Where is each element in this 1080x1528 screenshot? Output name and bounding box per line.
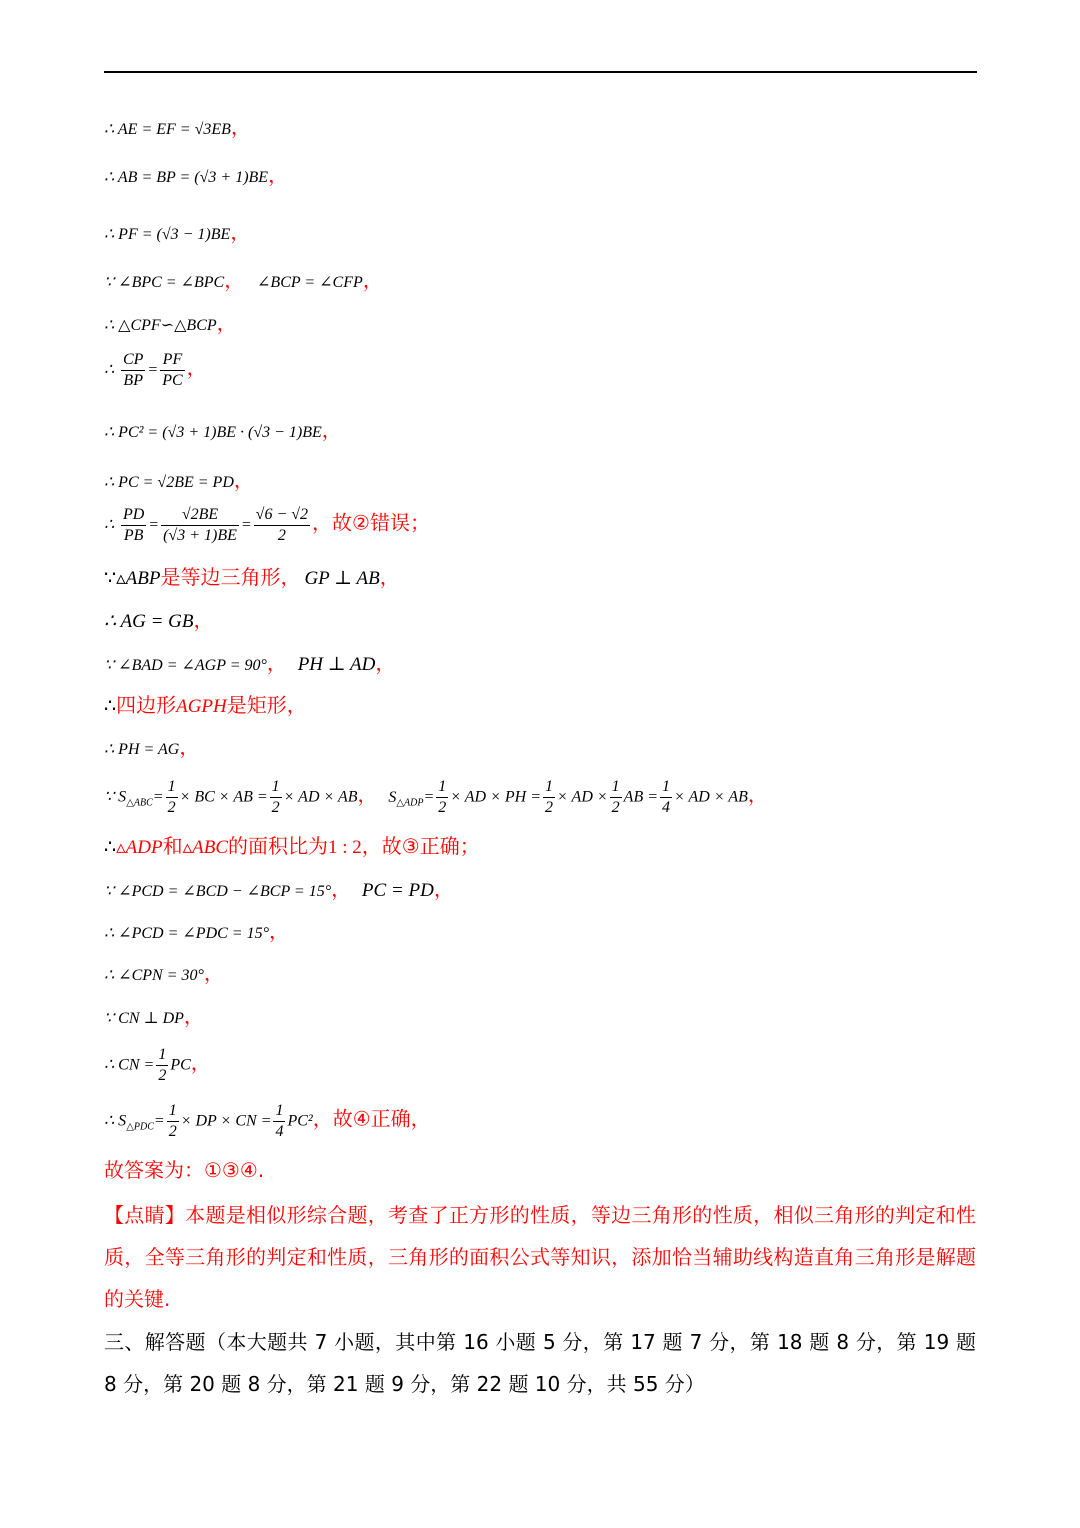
- denominator: PB: [123, 527, 144, 544]
- math-expr: AB =: [623, 788, 659, 806]
- punct: ，: [357, 782, 378, 807]
- math-expr: ∴ AG = GB: [104, 611, 194, 632]
- fraction: [270, 777, 282, 818]
- text: 是矩形，: [226, 693, 307, 717]
- note-tag: 【点睛】: [104, 1203, 186, 1227]
- header-rule: [104, 71, 977, 73]
- math-expr: ∴ AE = EF = √3EB: [104, 121, 231, 138]
- equals: =: [152, 788, 164, 806]
- conclusion: ，故④正确，: [312, 1106, 431, 1131]
- fraction: [167, 1101, 179, 1142]
- math-expr: ∠BCP = ∠CFP: [257, 274, 363, 291]
- punct: ，: [230, 115, 251, 139]
- proof-line-15: [104, 777, 768, 818]
- denominator: 2: [158, 1067, 167, 1084]
- fraction: [254, 505, 310, 546]
- denominator: PC: [162, 372, 183, 389]
- math-expr: GP ⊥ AB: [304, 568, 380, 589]
- math-expr: ∵ ∠BPC = ∠BPC: [104, 274, 225, 291]
- math-expr: ∵ S: [104, 788, 127, 806]
- punct: ，: [321, 418, 342, 442]
- denominator: (√3 + 1)BE: [163, 527, 237, 544]
- denominator: 2: [271, 799, 280, 816]
- text: 的面积比为: [228, 834, 328, 858]
- punct: ，: [203, 961, 224, 985]
- equals: =: [423, 788, 435, 806]
- math-expr: ∴ PC = √2BE = PD: [104, 474, 234, 491]
- math-expr: ∴ PC² = (√3 + 1)BE · (√3 − 1)BE: [104, 424, 322, 441]
- math-expr: ∴ △CPF∽△BCP: [104, 317, 217, 334]
- math-expr: ∴ AB = BP = (√3 + 1)BE: [104, 169, 269, 186]
- proof-line-6: [104, 350, 207, 391]
- subscript: △PDC: [126, 1121, 154, 1133]
- numerator: 1: [270, 777, 282, 798]
- proof-line-4: [104, 270, 383, 293]
- math-expr: PC²: [287, 1112, 313, 1130]
- numerator: 1: [273, 1101, 285, 1122]
- punct: ，: [190, 1050, 211, 1075]
- text: 是等边三角形，: [160, 565, 301, 589]
- punct: ，: [747, 782, 768, 807]
- proof-line-9: ∴ $\frac{PD}{PB}$ = $\frac{√2BE}{(√3 + 1)BE}$ = $\frac{√6 - √2}{2}$ ，故②错误；: [104, 506, 430, 544]
- proof-line-22: [104, 1101, 431, 1142]
- note-paragraph: [104, 1194, 976, 1320]
- fraction: [543, 777, 555, 818]
- math-expr: ∴ ∠PCD = ∠PDC = 15°: [104, 925, 269, 942]
- ratio: 1 : 2: [328, 837, 362, 858]
- punct: ，: [216, 311, 237, 335]
- math-expr: ∴ PH = AG: [104, 741, 180, 758]
- equals: =: [147, 361, 159, 379]
- math-expr: ▵ABP: [116, 568, 161, 589]
- fraction: [660, 777, 672, 818]
- math-expr: ∴ PF = (√3 − 1)BE: [104, 226, 231, 243]
- proof-line-21: [104, 1045, 211, 1086]
- denominator: 2: [167, 799, 176, 816]
- math-expr: ∴ S: [104, 1112, 127, 1130]
- fraction: [610, 777, 622, 818]
- fraction: [156, 1045, 168, 1086]
- numerator: CP: [121, 350, 145, 371]
- numerator: 1: [436, 777, 448, 798]
- numerator: 1: [610, 777, 622, 798]
- punct: ，: [331, 877, 352, 901]
- punct: ，: [233, 468, 254, 492]
- fraction: [121, 505, 146, 546]
- proof-line-10: [104, 567, 400, 589]
- denominator: 2: [168, 1123, 177, 1140]
- proof-line-14: [104, 737, 199, 760]
- punct: ，: [379, 565, 400, 589]
- note-body: 本题是相似形综合题，考查了正方形的性质，等边三角形的性质，相似三角形的判定和性质，全等三角形的判定和性质，三角形的面积公式等知识，添加恰当辅助线构造直角三角形是解题的关键.: [104, 1203, 977, 1311]
- math-expr: × AD × PH =: [450, 788, 542, 806]
- math-expr: ∵ CN ⊥ DP: [104, 1010, 184, 1027]
- math-expr: PH ⊥ AD: [297, 654, 376, 675]
- denominator: 2: [438, 799, 447, 816]
- fraction: [166, 777, 178, 818]
- fraction: [121, 350, 145, 391]
- therefore-sign: ∴: [104, 361, 115, 379]
- fraction: [160, 350, 184, 391]
- punct: ，: [193, 608, 214, 632]
- math-expr: ∵ ∠PCD = ∠BCD − ∠BCP = 15°: [104, 883, 332, 900]
- numerator: 1: [166, 777, 178, 798]
- therefore-sign: ∴: [104, 696, 117, 717]
- proof-line-13: [104, 695, 307, 717]
- proof-line-3: [104, 222, 250, 245]
- numerator: √2BE: [161, 505, 239, 526]
- proof-line-19: [104, 963, 224, 986]
- punct: ，: [224, 268, 245, 292]
- numerator: PF: [160, 350, 184, 371]
- numerator: 1: [543, 777, 555, 798]
- proof-line-5: [104, 313, 237, 336]
- math-expr: ∴ CN =: [104, 1056, 155, 1074]
- subscript: △ADP: [396, 797, 424, 809]
- text: 和: [162, 834, 183, 858]
- numerator: 1: [660, 777, 672, 798]
- proof-line-12: [104, 653, 395, 676]
- punct: ，: [266, 651, 287, 675]
- punct: ，: [179, 735, 200, 759]
- conclusion: ，故②错误；: [312, 510, 430, 535]
- math-expr: AGPH: [176, 696, 227, 717]
- section-heading: 三、解答题（本大题共 7 小题，其中第 16 小题 5 分，第 17 题 7 分，第 18 题 8 分，第 19 题 8 分，第 20 题 8 分，第 21 题 9 分，第 22 题 10 分，共 55 分）: [104, 1330, 976, 1396]
- punct: ，: [230, 220, 251, 244]
- conclusion: ，故③正确；: [361, 834, 480, 858]
- punct: ，: [268, 919, 289, 943]
- numerator: PD: [121, 505, 146, 526]
- proof-line-1: [104, 117, 251, 140]
- therefore-sign: ∴: [104, 837, 117, 858]
- math-expr: ▵ABC: [182, 837, 228, 858]
- denominator: 2: [545, 799, 554, 816]
- denominator: 4: [662, 799, 671, 816]
- equals: =: [153, 1112, 165, 1130]
- math-expr: × AD × AB: [674, 788, 748, 806]
- proof-line-11: [104, 610, 213, 632]
- denominator: 2: [277, 527, 286, 544]
- math-expr: PC = PD: [361, 880, 434, 901]
- because-sign: ∵: [104, 568, 117, 589]
- math-expr: × AD ×: [557, 788, 608, 806]
- proof-line-17: [104, 879, 454, 902]
- answer-line: 故答案为：①③④.: [104, 1158, 265, 1182]
- math-expr: × BC × AB =: [179, 788, 268, 806]
- math-expr: × AD × AB: [283, 788, 358, 806]
- denominator: BP: [123, 372, 143, 389]
- math-expr: ▵ADP: [116, 837, 163, 858]
- proof-line-20: [104, 1006, 204, 1029]
- text: 四边形: [116, 693, 177, 717]
- math-expr: ∵ ∠BAD = ∠AGP = 90°: [104, 657, 267, 674]
- denominator: 2: [611, 799, 620, 816]
- proof-line-2: [104, 165, 288, 188]
- proof-line-8: [104, 470, 254, 493]
- fraction: [273, 1101, 285, 1142]
- fraction: [161, 505, 239, 546]
- punct: ，: [433, 877, 454, 901]
- math-expr: × DP × CN =: [180, 1112, 272, 1130]
- numerator: 1: [167, 1101, 179, 1122]
- numerator: √6 − √2: [254, 505, 310, 526]
- punct: ，: [375, 651, 396, 675]
- punct: ，: [268, 163, 289, 187]
- punct: ，: [183, 1004, 204, 1028]
- denominator: 4: [275, 1123, 284, 1140]
- proof-line-18: [104, 921, 289, 944]
- fraction: [436, 777, 448, 818]
- therefore-sign: ∴: [104, 516, 115, 534]
- punct: ，: [362, 268, 383, 292]
- proof-line-16: [104, 836, 480, 858]
- numerator: 1: [156, 1045, 168, 1066]
- subscript: △ABC: [126, 797, 153, 809]
- math-expr: ∴ ∠CPN = 30°: [104, 967, 204, 984]
- math-expr: S: [388, 788, 397, 806]
- math-expr: PC: [170, 1056, 191, 1074]
- punct: ，: [186, 355, 207, 380]
- proof-line-7: [104, 420, 342, 443]
